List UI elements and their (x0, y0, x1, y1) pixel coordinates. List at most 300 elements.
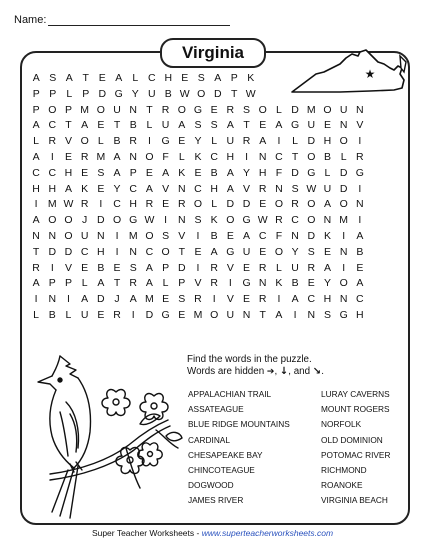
grid-letter: A (356, 277, 364, 290)
grid-letter: A (291, 293, 299, 306)
grid-letter: L (292, 135, 299, 148)
grid-letter: O (48, 214, 57, 227)
grid-letter: A (129, 293, 137, 306)
grid-letter: R (258, 182, 267, 195)
grid-letter: L (211, 135, 218, 148)
grid-letter: D (307, 229, 316, 242)
grid-letter: I (358, 135, 362, 148)
grid-letter: D (145, 308, 154, 321)
grid-letter: E (194, 245, 202, 258)
grid-letter: E (81, 166, 89, 179)
grid-letter: D (213, 87, 222, 100)
grid-letter: R (80, 198, 89, 211)
grid-letter: A (81, 119, 89, 132)
grid-letter: U (323, 182, 332, 195)
grid-letter: A (356, 229, 364, 242)
grid-letter: C (129, 182, 138, 195)
grid-row (28, 118, 368, 134)
grid-letter: A (145, 261, 153, 274)
grid-letter: C (307, 293, 316, 306)
grid-letter: D (97, 214, 105, 227)
grid-letter: B (210, 166, 218, 179)
grid-letter: Y (291, 245, 299, 258)
grid-letter: R (356, 150, 364, 163)
grid-letter: L (97, 135, 104, 148)
grid-letter: C (145, 245, 154, 258)
grid-letter: L (33, 308, 40, 321)
grid-letter: O (177, 103, 186, 116)
grid-letter: H (323, 293, 332, 306)
grid-letter: I (131, 308, 135, 321)
grid-letter: B (323, 150, 331, 163)
grid-letter: N (32, 229, 40, 242)
grid-letter: A (113, 166, 121, 179)
grid-letter: L (275, 103, 282, 116)
grid-letter: R (48, 135, 57, 148)
grid-letter: P (32, 87, 40, 100)
grid-letter: U (80, 308, 89, 321)
grid-letter: N (242, 308, 251, 321)
grid-letter: A (259, 135, 267, 148)
grid-letter: E (259, 245, 267, 258)
grid-letter: O (339, 198, 348, 211)
grid-letter: B (113, 135, 121, 148)
grid-letter: M (145, 293, 154, 306)
grid-letter: N (275, 182, 283, 195)
grid-letter: O (307, 150, 316, 163)
grid-row (28, 182, 368, 198)
footer-link[interactable]: www.superteacherworksheets.com (201, 528, 334, 538)
word-list-item: ROANOKE (321, 480, 363, 491)
grid-letter: K (81, 182, 89, 195)
grid-letter: L (178, 150, 185, 163)
grid-letter: E (97, 182, 105, 195)
grid-letter: R (32, 261, 40, 274)
grid-letter: H (97, 245, 105, 258)
grid-letter: R (307, 261, 316, 274)
footer (0, 528, 425, 538)
grid-letter: S (291, 182, 299, 195)
grid-letter: N (129, 245, 138, 258)
grid-letter: T (146, 103, 153, 116)
grid-letter: E (162, 293, 170, 306)
grid-letter: T (178, 245, 185, 258)
grid-letter: O (274, 198, 283, 211)
grid-letter: S (129, 261, 137, 274)
grid-letter: O (64, 229, 73, 242)
arrow-right-icon: ➔ (266, 367, 275, 377)
grid-letter: U (226, 308, 235, 321)
grid-letter: R (177, 198, 186, 211)
grid-letter: A (32, 277, 40, 290)
grid-letter: F (275, 166, 283, 179)
grid-letter: I (228, 277, 232, 290)
grid-letter: D (226, 198, 235, 211)
grid-letter: W (306, 182, 317, 195)
grid-letter: R (161, 103, 170, 116)
grid-letter: P (230, 72, 238, 84)
word-list-item: NORFOLK (321, 419, 362, 430)
grid-letter: I (212, 293, 216, 306)
word-list-item: ASSATEAGUE (188, 404, 244, 415)
grid-letter: K (178, 166, 186, 179)
grid-letter: Y (323, 277, 331, 290)
grid-letter: P (64, 103, 72, 116)
grid-row (28, 150, 368, 166)
footer-brand: Super Teacher Worksheets (91, 528, 195, 538)
grid-letter: G (161, 308, 170, 321)
grid-letter: I (358, 214, 362, 227)
grid-letter: U (242, 245, 251, 258)
grid-letter: A (64, 182, 72, 195)
grid-letter: E (323, 119, 331, 132)
grid-letter: O (193, 198, 203, 211)
grid-row (28, 213, 368, 229)
grid-letter: E (81, 261, 89, 274)
grid-letter: W (245, 87, 256, 100)
grid-letter: N (323, 214, 332, 227)
grid-letter: V (243, 182, 251, 195)
grid-letter: M (80, 103, 90, 116)
grid-letter: P (32, 103, 40, 116)
grid-letter: N (48, 293, 57, 306)
grid-letter: H (164, 72, 173, 84)
grid-letter: C (258, 229, 267, 242)
virginia-map-icon (290, 48, 410, 96)
name-label: Name: (14, 14, 47, 26)
grid-letter: C (210, 150, 218, 163)
grid-letter: G (339, 308, 348, 321)
page-title: Virginia (160, 38, 266, 68)
grid-letter: H (210, 182, 218, 195)
grid-letter: A (210, 245, 218, 258)
grid-letter: N (339, 293, 348, 306)
grid-letter: M (306, 103, 316, 116)
grid-letter: A (32, 214, 40, 227)
grid-letter: S (178, 293, 186, 306)
grid-letter: E (145, 166, 153, 179)
grid-letter: R (145, 198, 154, 211)
grid-letter: E (181, 72, 189, 84)
grid-letter: B (97, 261, 105, 274)
grid-letter: E (98, 72, 106, 84)
grid-letter: A (178, 119, 186, 132)
grid-letter: I (67, 293, 70, 306)
grid-letter: D (339, 182, 348, 195)
word-list-item: DOGWOOD (188, 480, 234, 491)
grid-letter: D (291, 166, 299, 179)
grid-letter: E (97, 308, 105, 321)
instructions-prefix: Words are hidden (187, 366, 265, 377)
grid-letter: G (161, 135, 170, 148)
grid-letter: R (129, 277, 138, 290)
grid-letter: A (275, 308, 283, 321)
grid-letter: R (226, 103, 235, 116)
grid-letter: J (82, 214, 88, 227)
grid-letter: V (162, 182, 170, 195)
grid-letter: R (242, 135, 251, 148)
grid-letter: K (210, 214, 218, 227)
grid-letter: A (226, 166, 234, 179)
grid-letter: L (81, 277, 88, 290)
name-line (48, 25, 230, 26)
grid-letter: U (147, 87, 156, 100)
grid-letter: H (64, 166, 73, 179)
grid-letter: T (259, 308, 266, 321)
arrow-down-icon: ↓ (279, 366, 289, 377)
grid-letter: I (164, 214, 168, 227)
grid-letter: B (356, 245, 364, 258)
grid-letter: I (115, 229, 119, 242)
grid-letter: O (339, 277, 348, 290)
grid-letter: C (113, 198, 121, 211)
grid-letter: N (339, 119, 348, 132)
grid-letter: V (178, 229, 186, 242)
grid-letter: A (65, 72, 73, 84)
grid-letter: J (114, 293, 120, 306)
grid-letter: I (34, 198, 38, 211)
grid-letter: A (226, 182, 234, 195)
grid-letter: U (307, 119, 316, 132)
instructions (187, 354, 324, 378)
grid-letter: R (275, 214, 283, 227)
grid-letter: N (97, 229, 105, 242)
grid-letter: V (194, 277, 202, 290)
grid-letter: W (257, 214, 268, 227)
grid-letter: B (129, 119, 137, 132)
grid-letter: M (193, 308, 203, 321)
grid-letter: O (96, 103, 105, 116)
grid-letter: O (307, 214, 316, 227)
grid-letter: S (210, 119, 218, 132)
grid-letter: V (64, 135, 72, 148)
arrow-diagonal-icon: ↘ (312, 366, 322, 377)
grid-letter: E (194, 166, 202, 179)
grid-letter: I (196, 261, 200, 274)
capital-star-icon: ★ (364, 67, 376, 81)
grid-letter: M (128, 229, 138, 242)
grid-letter: L (66, 87, 73, 100)
grid-letter: I (277, 293, 281, 306)
grid-letter: S (49, 72, 57, 84)
grid-row (28, 245, 368, 261)
grid-letter: L (324, 166, 331, 179)
word-list-item: CHESAPEAKE BAY (188, 449, 263, 460)
word-list-item: CHINCOTEAGUE (188, 464, 255, 475)
grid-letter: R (80, 150, 89, 163)
grid-letter: T (231, 87, 238, 100)
cardinal-dogwood-illustration-icon (30, 352, 185, 520)
grid-letter: A (113, 150, 121, 163)
grid-letter: G (307, 166, 316, 179)
grid-letter: S (97, 166, 105, 179)
grid-letter: I (342, 229, 346, 242)
grid-letter: D (64, 245, 73, 258)
grid-letter: U (80, 229, 89, 242)
grid-letter: L (162, 277, 169, 290)
word-list-item: BLUE RIDGE MOUNTAINS (188, 419, 290, 430)
word-list-item: MOUNT ROGERS (321, 404, 390, 415)
grid-letter: O (339, 135, 348, 148)
grid-letter: S (162, 229, 170, 242)
grid-row (28, 197, 368, 213)
grid-letter: U (226, 135, 235, 148)
grid-letter: C (275, 150, 283, 163)
grid-letter: N (291, 229, 299, 242)
grid-letter: F (162, 150, 169, 163)
instructions-line-2: Words are hidden ➔, ↓, and ↘. (187, 366, 324, 377)
grid-letter: C (48, 166, 57, 179)
grid-letter: N (356, 198, 364, 211)
grid-letter: O (145, 229, 154, 242)
grid-letter: G (242, 214, 251, 227)
grid-letter: S (243, 103, 251, 116)
word-list-item: LURAY CAVERNS (321, 389, 390, 399)
grid-letter: E (226, 229, 234, 242)
grid-letter: T (291, 150, 299, 163)
grid-letter: C (194, 182, 202, 195)
grid-letter: C (291, 214, 299, 227)
grid-letter: G (242, 277, 251, 290)
grid-letter: W (179, 87, 190, 100)
grid-letter: B (48, 308, 56, 321)
grid-letter: R (258, 261, 267, 274)
grid-letter: E (243, 293, 251, 306)
grid-letter: Y (194, 135, 202, 148)
grid-letter: A (162, 166, 170, 179)
word-list-item: CARDINAL (188, 434, 230, 445)
grid-letter: O (64, 214, 73, 227)
grid-letter: R (210, 277, 218, 290)
grid-letter: E (162, 198, 170, 211)
grid-letter: P (178, 277, 186, 290)
grid-letter: C (356, 293, 364, 306)
grid-letter: I (99, 198, 103, 211)
grid-letter: I (358, 182, 362, 195)
grid-letter: R (194, 293, 202, 306)
word-list-item: RICHMOND (321, 464, 367, 475)
grid-letter: A (145, 277, 153, 290)
grid-letter: U (339, 103, 348, 116)
grid-letter: S (197, 72, 205, 84)
grid-letter: A (32, 150, 40, 163)
grid-letter: A (323, 261, 331, 274)
grid-letter: C (80, 245, 89, 258)
grid-letter: D (48, 245, 57, 258)
grid-letter: V (226, 261, 234, 274)
grid-letter: A (243, 229, 251, 242)
word-search-grid (28, 71, 368, 324)
grid-letter: H (226, 150, 235, 163)
grid-letter: A (115, 72, 123, 84)
grid-letter: O (161, 245, 170, 258)
word-list-item: VIRGINIA BEACH (321, 495, 388, 506)
word-list-item: POTOMAC RIVER (321, 449, 391, 460)
grid-letter: L (211, 198, 218, 211)
grid-letter: D (98, 87, 107, 100)
grid-letter: S (323, 308, 331, 321)
grid-letter: E (97, 119, 105, 132)
grid-letter: R (291, 198, 299, 211)
grid-letter: M (47, 198, 57, 211)
grid-letter: D (97, 293, 105, 306)
grid-letter: G (193, 103, 203, 116)
grid-letter: N (177, 214, 186, 227)
grid-letter: E (113, 261, 121, 274)
grid-letter: N (356, 103, 364, 116)
grid-letter: P (64, 277, 72, 290)
grid-letter: O (258, 103, 267, 116)
grid-row (28, 276, 368, 292)
grid-letter: F (275, 229, 283, 242)
grid-letter: M (339, 214, 349, 227)
word-list-item: APPALACHIAN TRAIL (188, 389, 272, 399)
grid-letter: I (50, 150, 54, 163)
grid-letter: I (277, 135, 281, 148)
grid-row (28, 166, 368, 182)
grid-letter: H (48, 182, 57, 195)
grid-row (28, 134, 368, 150)
grid-row (28, 292, 368, 308)
grid-letter: A (145, 182, 153, 195)
grid-letter: O (112, 214, 122, 227)
grid-letter: A (32, 72, 40, 84)
grid-letter: N (48, 229, 57, 242)
grid-letter: L (33, 135, 40, 148)
grid-letter: N (339, 245, 348, 258)
grid-letter: O (145, 150, 154, 163)
grid-letter: V (226, 293, 234, 306)
grid-letter: K (194, 150, 202, 163)
grid-row (28, 103, 368, 119)
grid-letter: U (291, 261, 299, 274)
grid-letter: G (291, 119, 300, 132)
grid-letter: U (161, 119, 170, 132)
grid-letter: R (113, 308, 121, 321)
grid-letter: I (245, 150, 248, 163)
grid-letter: T (113, 277, 121, 290)
grid-letter: L (275, 261, 282, 274)
grid-letter: U (113, 103, 121, 116)
word-list-item: OLD DOMINION (321, 434, 383, 445)
grid-letter: O (197, 87, 206, 100)
grid-letter: P (49, 87, 57, 100)
grid-letter: L (340, 150, 347, 163)
grid-letter: I (115, 245, 119, 258)
grid-letter: A (97, 277, 105, 290)
grid-letter: I (50, 261, 54, 274)
grid-letter: P (82, 87, 90, 100)
grid-letter: T (32, 245, 40, 258)
grid-letter: H (129, 198, 138, 211)
instructions-line-1: Find the words in the puzzle. (187, 354, 312, 365)
grid-letter: R (210, 261, 218, 274)
grid-letter: P (162, 261, 170, 274)
grid-letter: G (226, 245, 235, 258)
grid-letter: R (129, 135, 138, 148)
grid-letter: L (65, 308, 72, 321)
grid-letter: N (129, 103, 138, 116)
grid-letter: Y (131, 87, 139, 100)
grid-letter: P (48, 277, 56, 290)
grid-letter: T (65, 119, 72, 132)
grid-letter: E (307, 277, 315, 290)
grid-letter: S (194, 119, 202, 132)
grid-letter: E (243, 261, 251, 274)
grid-letter: C (147, 72, 156, 84)
grid-letter: T (243, 119, 250, 132)
grid-letter: E (64, 150, 72, 163)
